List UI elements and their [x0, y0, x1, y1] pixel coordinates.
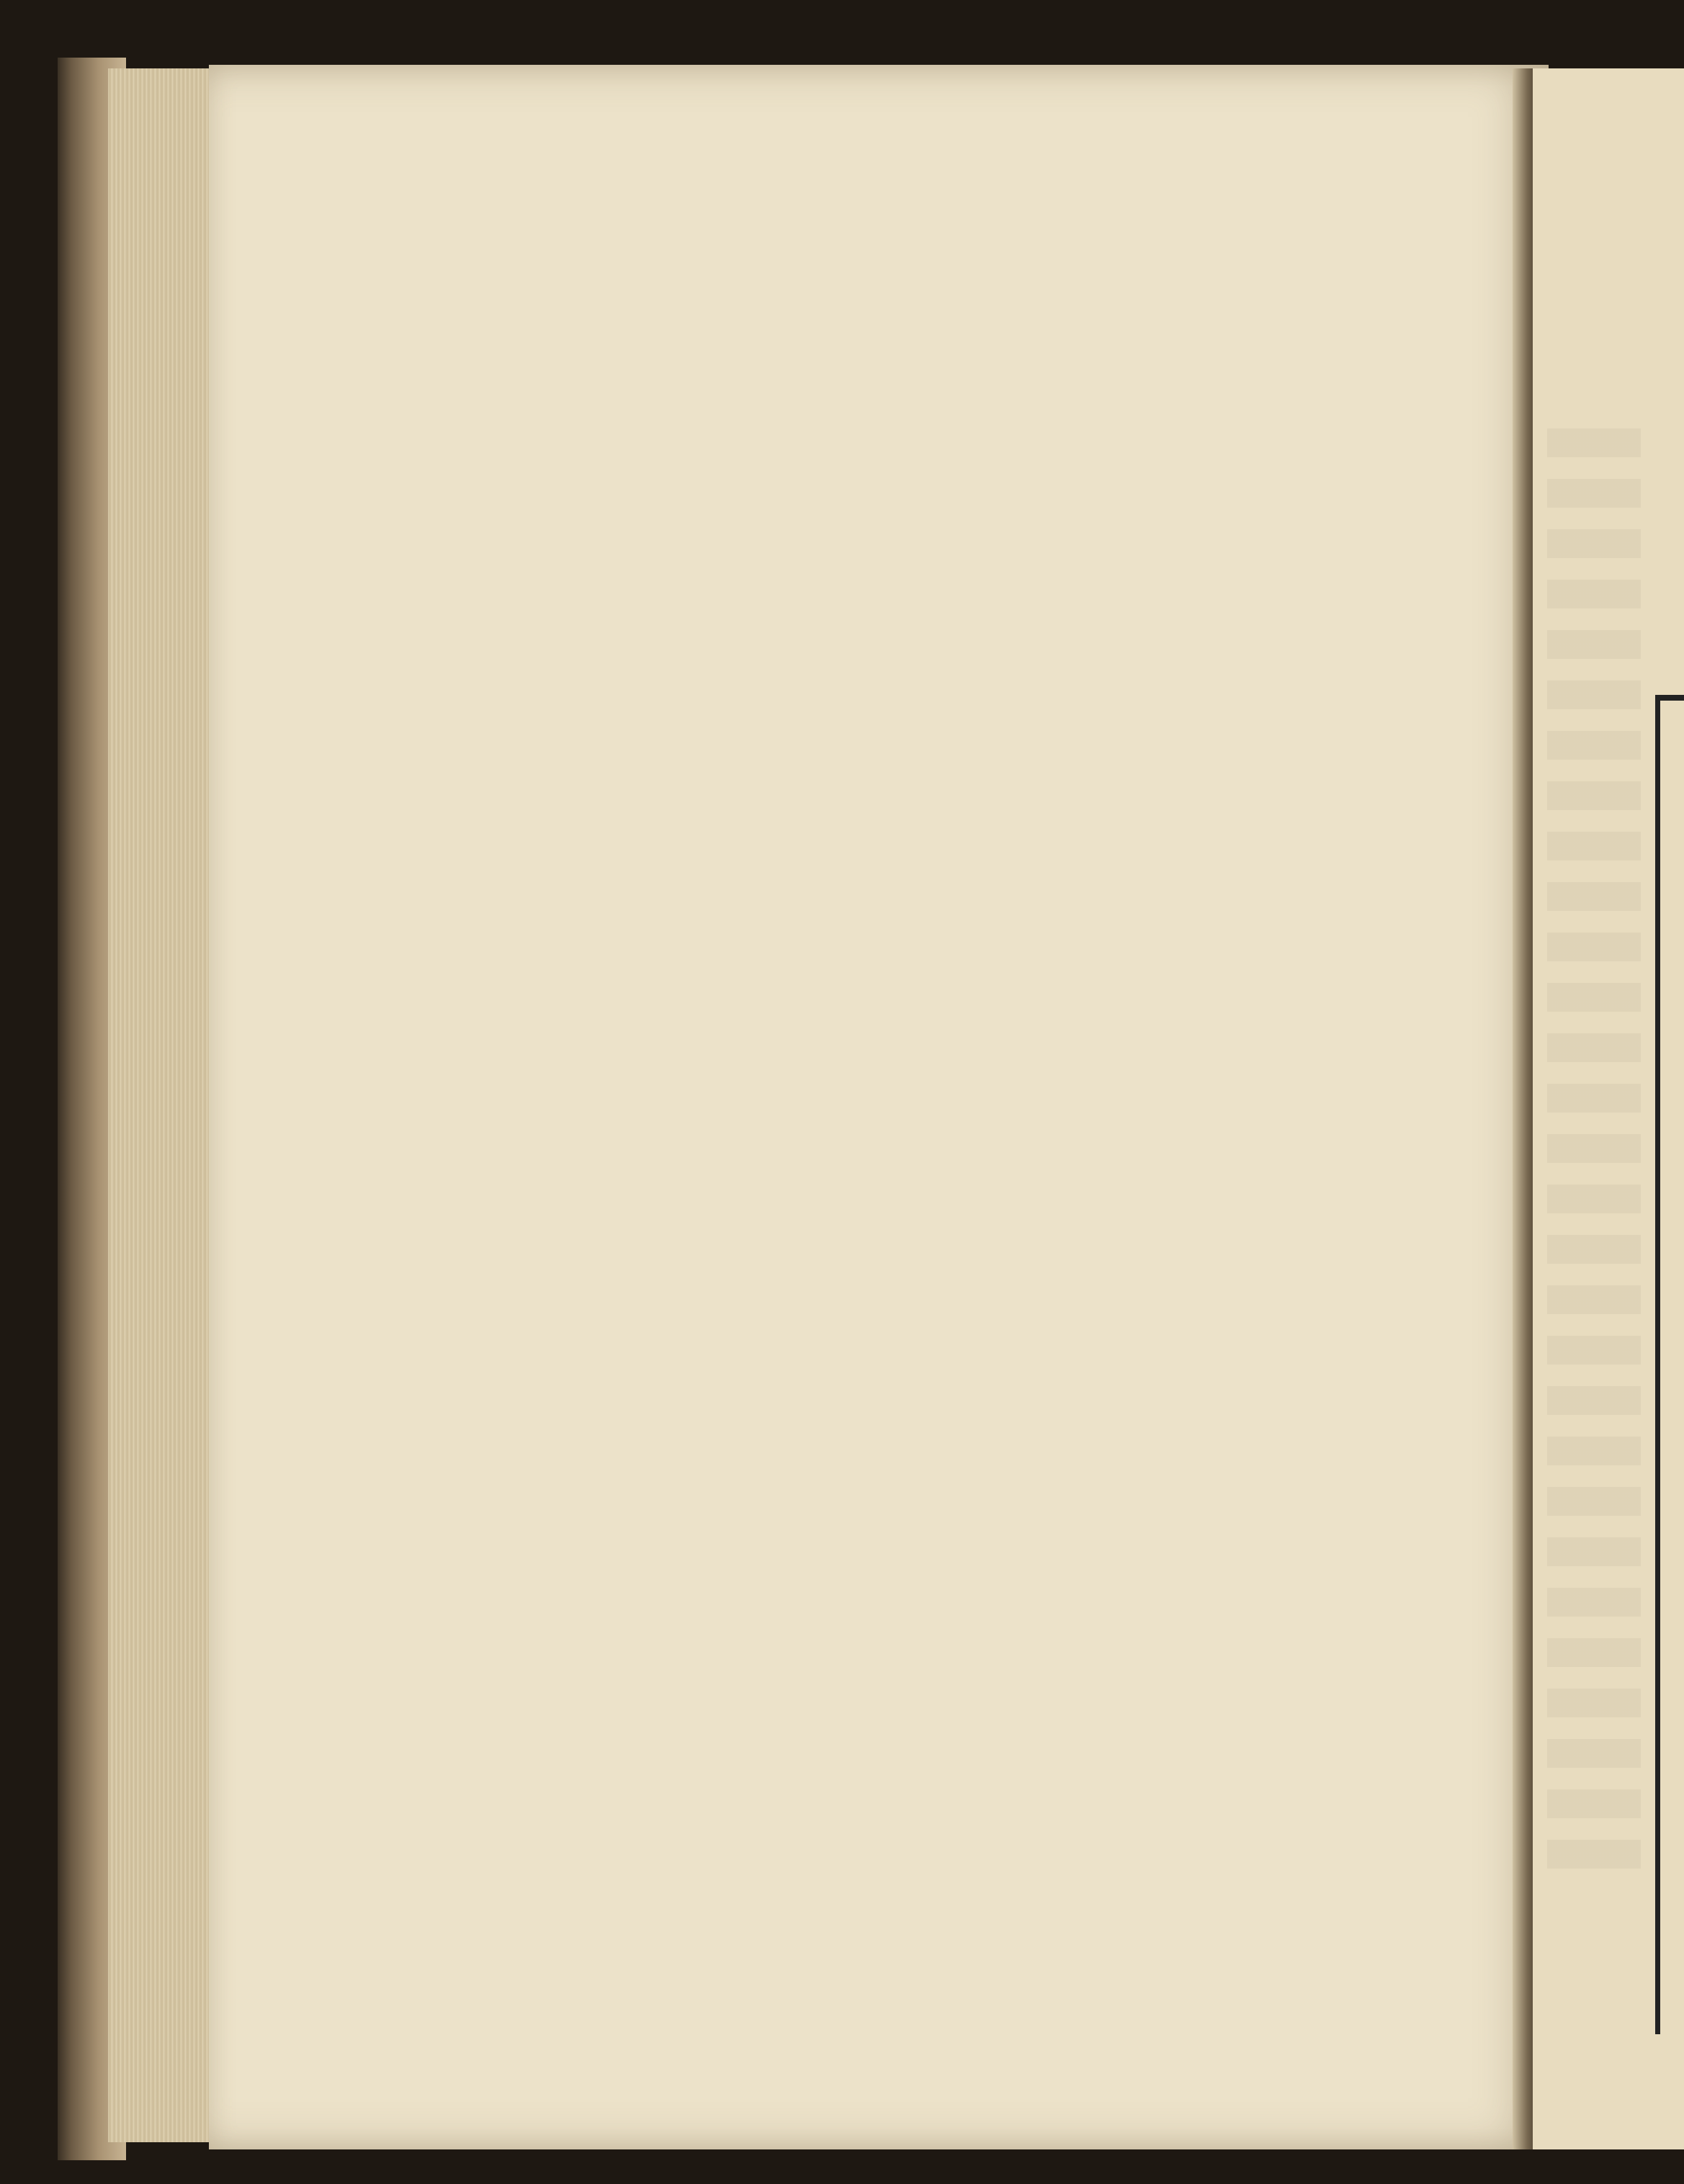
right-page-column-rule: [1655, 695, 1660, 2034]
statistics-table: [256, 346, 1401, 1951]
mirrored-table: [256, 346, 1401, 1951]
right-page-bleed: [1547, 428, 1641, 1869]
right-page-edge: [1533, 68, 1684, 2149]
page-stack-edge: [108, 68, 216, 2142]
